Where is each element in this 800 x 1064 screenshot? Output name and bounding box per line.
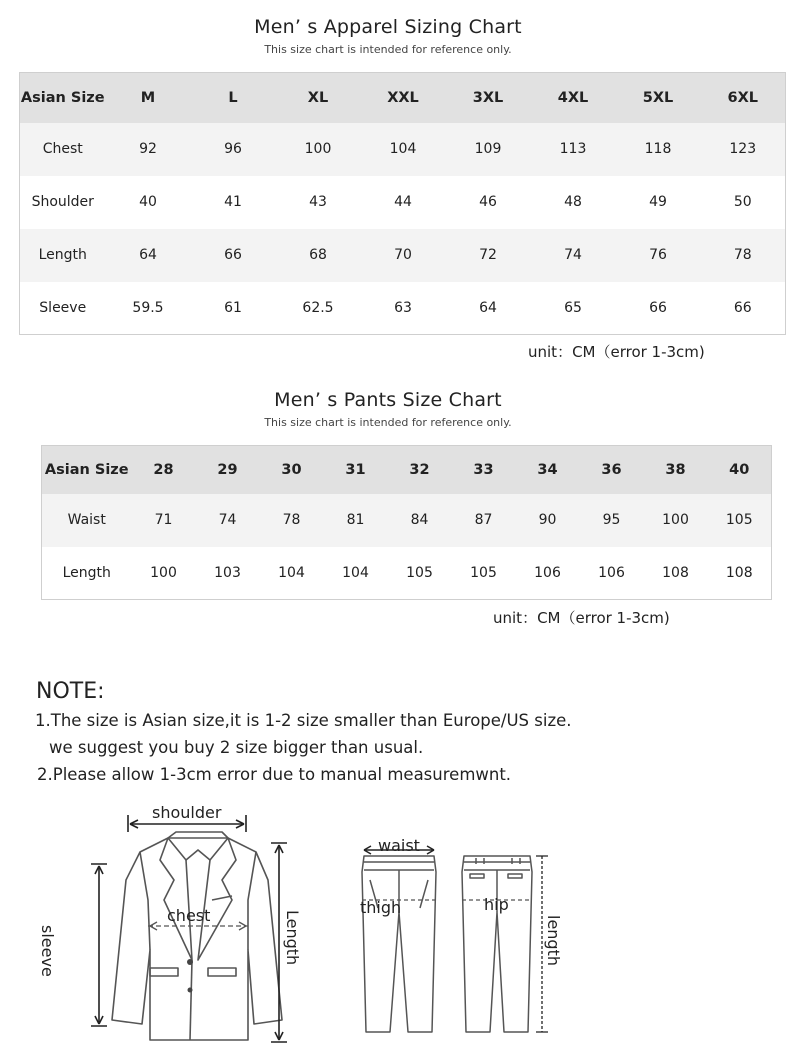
measurement-cell: 70	[361, 229, 446, 282]
size-header-cell: M	[106, 73, 191, 123]
measurement-cell: 105	[452, 547, 516, 600]
measurement-cell: 68	[276, 229, 361, 282]
measurement-cell: 76	[616, 229, 701, 282]
measurement-cell: 65	[531, 282, 616, 335]
measurement-cell: 64	[106, 229, 191, 282]
measurement-cell: 81	[324, 494, 388, 547]
measurement-cell: 46	[446, 176, 531, 229]
measurement-cell: 50	[701, 176, 786, 229]
measurement-cell: 104	[361, 123, 446, 176]
measurement-cell: 108	[644, 547, 708, 600]
measurement-cell: 71	[132, 494, 196, 547]
jacket-collar	[168, 832, 228, 860]
row-label-cell: Sleeve	[20, 282, 106, 335]
size-header-cell: 34	[516, 446, 580, 494]
hip-label: hip	[484, 895, 509, 914]
measurement-cell: 106	[516, 547, 580, 600]
size-header-cell: 32	[388, 446, 452, 494]
size-header-cell: XXL	[361, 73, 446, 123]
measurement-cell: 66	[191, 229, 276, 282]
measurement-cell: 104	[324, 547, 388, 600]
measurement-cell: 66	[616, 282, 701, 335]
measurement-cell: 108	[708, 547, 772, 600]
measurement-cell: 87	[452, 494, 516, 547]
measurement-cell: 74	[196, 494, 260, 547]
sleeve-label: sleeve	[38, 925, 57, 977]
size-header-cell: 5XL	[616, 73, 701, 123]
measurement-cell: 74	[531, 229, 616, 282]
size-header-cell: 4XL	[531, 73, 616, 123]
size-header-cell: XL	[276, 73, 361, 123]
header-label-cell: Asian Size	[20, 73, 106, 123]
jacket-sleeve-left	[140, 852, 150, 950]
apparel-chart-subtitle: This size chart is intended for reference only.	[264, 43, 512, 56]
measurement-cell: 100	[132, 547, 196, 600]
measurement-cell: 105	[388, 547, 452, 600]
measurement-cell: 96	[191, 123, 276, 176]
measurement-cell: 103	[196, 547, 260, 600]
size-header-cell: 40	[708, 446, 772, 494]
jacket-pocket-right	[208, 968, 236, 976]
size-header-cell: 30	[260, 446, 324, 494]
apparel-chart-title: Men’ s Apparel Sizing Chart	[254, 16, 522, 38]
pants-chart-title: Men’ s Pants Size Chart	[274, 389, 502, 411]
measurement-cell: 44	[361, 176, 446, 229]
size-header-cell: L	[191, 73, 276, 123]
apparel-unit-note: unit：CM（error 1-3cm)	[528, 343, 705, 361]
size-header-cell: 6XL	[701, 73, 786, 123]
note-line-2: we suggest you buy 2 size bigger than usual.	[49, 738, 424, 757]
row-label-cell: Length	[20, 229, 106, 282]
row-label-cell: Waist	[42, 494, 132, 547]
measurement-cell: 40	[106, 176, 191, 229]
chest-label: chest	[167, 906, 211, 925]
measurement-cell: 62.5	[276, 282, 361, 335]
header-label-cell: Asian Size	[42, 446, 132, 494]
jacket-lapel-left	[160, 838, 192, 960]
measurement-cell: 109	[446, 123, 531, 176]
size-header-cell: 33	[452, 446, 516, 494]
row-label-cell: Chest	[20, 123, 106, 176]
measurement-cell: 92	[106, 123, 191, 176]
measurement-cell: 61	[191, 282, 276, 335]
measurement-cell: 66	[701, 282, 786, 335]
measurement-cell: 100	[644, 494, 708, 547]
jacket-outline	[112, 838, 282, 1040]
jacket-pocket-left	[150, 968, 178, 976]
measurement-cell: 113	[531, 123, 616, 176]
shoulder-label: shoulder	[152, 803, 222, 822]
thigh-label: thigh	[360, 898, 402, 917]
size-header-cell: 28	[132, 446, 196, 494]
measurement-cell: 49	[616, 176, 701, 229]
measurement-cell: 59.5	[106, 282, 191, 335]
measurement-cell: 95	[580, 494, 644, 547]
size-header-cell: 38	[644, 446, 708, 494]
row-label-cell: Shoulder	[20, 176, 106, 229]
pants-length-label: length	[544, 915, 563, 966]
measurement-cell: 90	[516, 494, 580, 547]
pants-chart-subtitle: This size chart is intended for reference only.	[264, 416, 512, 429]
size-header-cell: 36	[580, 446, 644, 494]
pants-unit-note: unit：CM（error 1-3cm)	[493, 609, 670, 627]
measurement-cell: 123	[701, 123, 786, 176]
note-heading: NOTE:	[36, 679, 105, 704]
waist-label: waist	[378, 836, 420, 855]
measurement-cell: 48	[531, 176, 616, 229]
measurement-cell: 84	[388, 494, 452, 547]
measurement-cell: 41	[191, 176, 276, 229]
measurement-cell: 118	[616, 123, 701, 176]
size-header-cell: 31	[324, 446, 388, 494]
jacket-sleeve-right	[248, 852, 256, 950]
measurement-cell: 63	[361, 282, 446, 335]
measurement-cell: 78	[701, 229, 786, 282]
measurement-cell: 64	[446, 282, 531, 335]
measurement-cell: 106	[580, 547, 644, 600]
measurement-cell: 104	[260, 547, 324, 600]
size-header-cell: 29	[196, 446, 260, 494]
measurement-cell: 100	[276, 123, 361, 176]
measurement-cell: 72	[446, 229, 531, 282]
measurement-cell: 78	[260, 494, 324, 547]
note-line-3: 2.Please allow 1-3cm error due to manual measuremwnt.	[37, 765, 512, 784]
jacket-length-label: Length	[283, 910, 302, 966]
measurement-cell: 105	[708, 494, 772, 547]
measurement-cell: 43	[276, 176, 361, 229]
size-header-cell: 3XL	[446, 73, 531, 123]
note-line-1: 1.The size is Asian size,it is 1-2 size smaller than Europe/US size.	[35, 711, 572, 730]
row-label-cell: Length	[42, 547, 132, 600]
